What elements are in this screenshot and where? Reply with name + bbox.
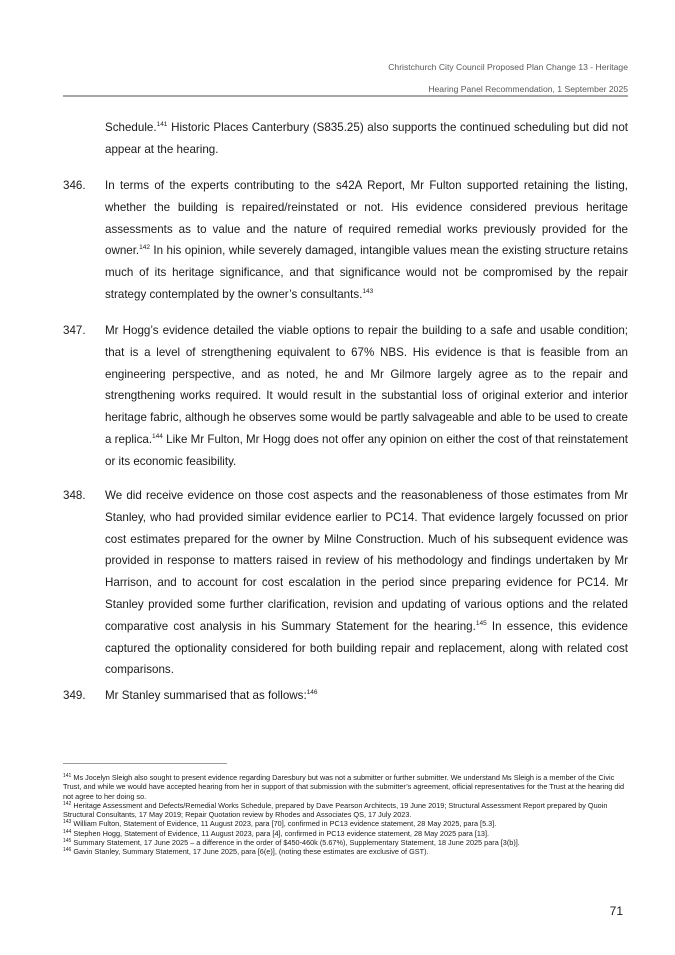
page-number: 71: [609, 904, 623, 918]
footnotes: [63, 773, 628, 857]
footnote-number: 144: [63, 828, 72, 835]
continuation-paragraph: [63, 117, 628, 161]
footnote-146: $^{146}$ Gavin Stanley, Summary Statement, 17 June 2025, para [6(e)], (noting these estimates are exclusive of GST).: [63, 847, 429, 857]
footnote-144: $^{144}$ Stephen Hogg, Statement of Evidence, 11 August 2023, para [4], confirmed in PC13 evidence statement, 28 May 2025 para [13].: [63, 828, 490, 838]
footnote-142: $^{142}$ Heritage Assessment and Defects/Remedial Works Schedule, prepared by Dave Pearson Architects, 19 June 2019; Structural Assessment Report prepared by Quoin Structural Consultants, 17 May 2019; Repair Quotation review by Rhodes and Associates QS, 17 July 2023.: [63, 800, 608, 820]
footnote-number: 143: [63, 819, 72, 826]
paragraph-number: 347.: [63, 324, 86, 337]
footnote-number: 146: [63, 847, 72, 854]
running-header: [388, 56, 628, 100]
footnote-number: 141: [63, 773, 72, 779]
footnote-separator: [63, 763, 227, 764]
paragraph-348: 348. We did receive evidence on those cost aspects and the reasonableness of those estimates from Mr Stanley, who had provided similar evidence earlier to PC14. That evidence largely focussed on prior cost estimates prepared for the owner by Milne Construction. Much of his subsequent evidence was provided in response to matters raised in review of his methodology and findings undertaken by Mr Harrison, and to account for cost escalation in the period since preparing evidence for PC14. Mr Stanley provided some further clarification, revision and updating of various options and the related comparative cost analysis in his Summary Statement for the hearing.$^{145}$ In essence, this evidence captured the optionality considered for both building repair and replacement, along with related cost comparisons.: [63, 485, 628, 681]
footnote-number: 145: [63, 838, 72, 845]
footnote-ref[interactable]: 143: [362, 287, 374, 295]
paragraph-346: 346. In terms of the experts contributing to the s42A Report, Mr Fulton supported retaining the listing, whether the building is repaired/reinstated or not. His evidence considered previous heritage assessments as to value and the nature of required remedial works previously provided for the owner.$^{142}$ In his opinion, while severely damaged, intangible values mean the existing structure retains much of its heritage significance, and that significance would not be compromised by the repair strategy contemplated by the owner’s consultants.$^{143}$: [63, 175, 628, 306]
header-subtitle: Hearing Panel Recommendation, 1 September 2025: [428, 84, 628, 94]
footnote-ref[interactable]: 141: [156, 121, 168, 128]
footnote-ref[interactable]: 146: [306, 689, 318, 696]
paragraph-347: 347. Mr Hogg’s evidence detailed the viable options to repair the building to a safe and usable condition; that is a level of strengthening equivalent to 67% NBS. His evidence is that is feasible from an engineering perspective, and as noted, he and Mr Gilmore largely agree as to the repair and strengthening works required. It would result in the substantial loss of original exterior and interior heritage fabric, although he observes some would be partly salvageable and able to be used to create a replica.$^{144}$ Like Mr Fulton, Mr Hogg does not offer any opinion on either the cost of that reinstatement or its economic feasibility.: [63, 320, 628, 473]
paragraph-number: 349.: [63, 689, 86, 702]
footnote-141: $^{141}$ Ms Jocelyn Sleigh also sought to present evidence regarding Daresbury but was not a submitter or further submitter. We understand Ms Sleigh is a member of the Civic Trust, and while we would have accepted hearing from her in support of that submission with the submitter’s agreement, official representatives for the Trust at the hearing did not agree to her doing so.: [63, 773, 625, 801]
paragraph-continuation: Schedule.$^{141}$ Historic Places Canterbury (S835.25) also supports the continued scheduling but did not appear at the hearing.: [105, 121, 628, 156]
header-divider: [63, 95, 628, 97]
footnote-143: $^{143}$ William Fulton, Statement of Evidence, 11 August 2023, para [70], confirmed in PC13 evidence statement, 28 May 2025, para [5.3].: [63, 819, 497, 829]
footnote-ref[interactable]: 145: [475, 619, 487, 627]
footnote-number: 142: [63, 800, 72, 807]
paragraph-number: 348.: [63, 489, 86, 502]
footnote-ref[interactable]: 144: [152, 432, 163, 440]
paragraph-number: 346.: [63, 179, 86, 192]
footnote-145: $^{145}$ Summary Statement, 17 June 2025 – a difference in the order of $450-460k (5.67%), Supplementary Statement, 18 June 2025 para [3(b)].: [63, 838, 520, 848]
paragraph-349: 349. Mr Stanley summarised that as follows:$^{146}$: [63, 685, 628, 707]
footnote-ref[interactable]: 142: [139, 244, 151, 252]
header-title: Christchurch City Council Proposed Plan Change 13 - Heritage: [388, 62, 628, 72]
